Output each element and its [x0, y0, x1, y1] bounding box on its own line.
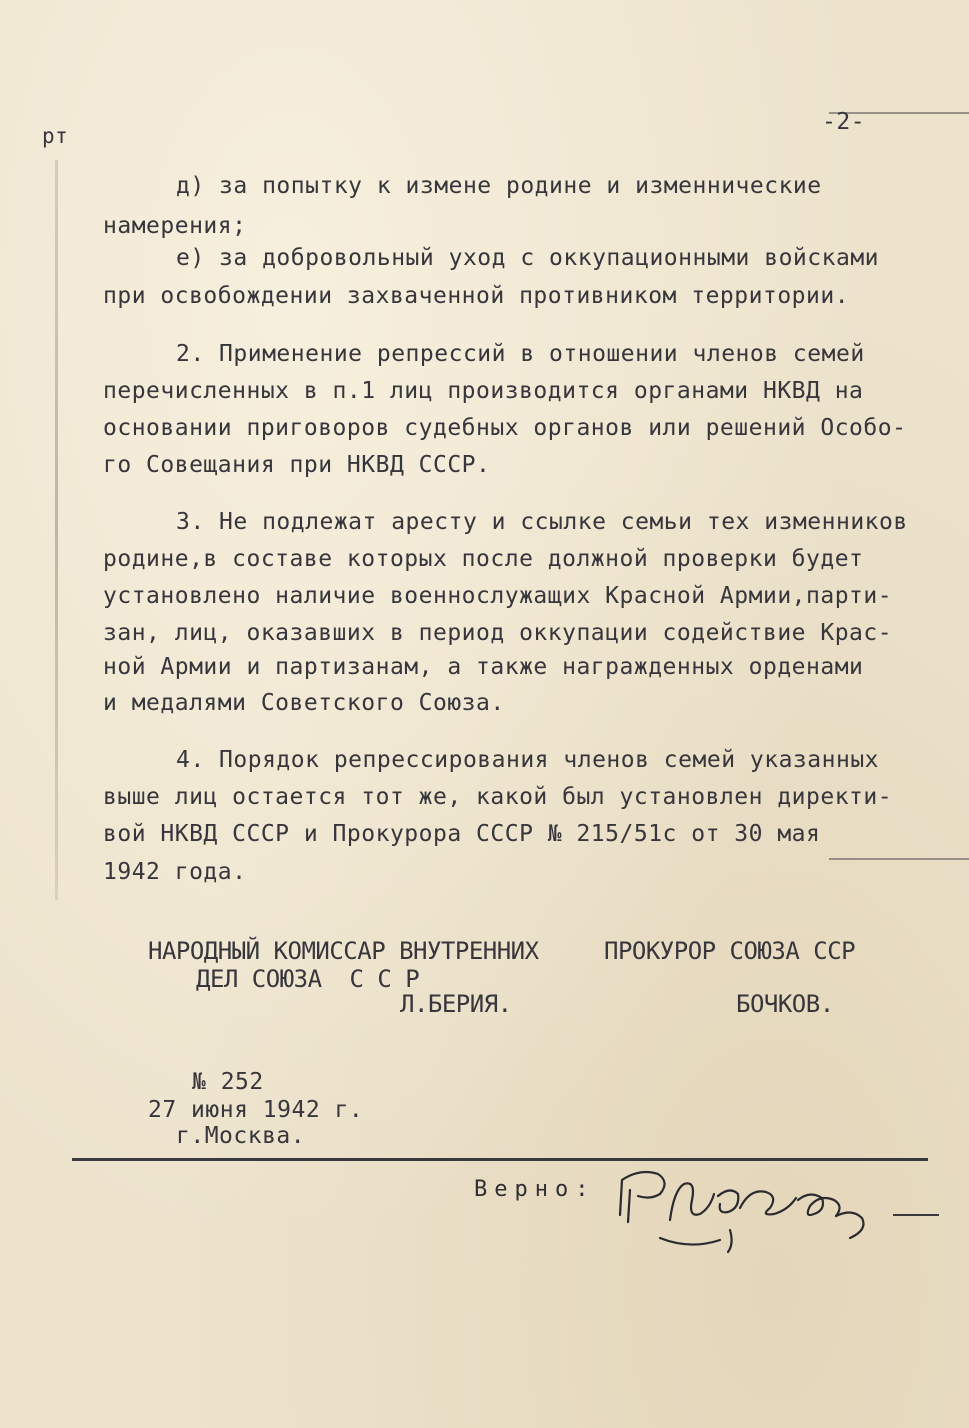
text-line: 3. Не подлежат аресту и ссылке семьи тех изменников	[176, 509, 908, 535]
left-signatory-name: Л.БЕРИЯ.	[400, 990, 512, 1018]
text-line: основании приговоров судебных органов или решений Особо-	[103, 415, 907, 441]
text-line: перечисленных в п.1 лиц производится органами НКВД на	[103, 378, 864, 404]
text-line: го Совещания при НКВД СССР.	[103, 452, 491, 478]
text-line: родине,в составе которых после должной проверки будет	[103, 546, 864, 572]
text-line: 2. Применение репрессий в отношении членов семей	[176, 341, 865, 367]
document-number: № 252	[192, 1069, 264, 1095]
document-date: 27 июня 1942 г.	[148, 1097, 364, 1123]
left-signatory-title: НАРОДНЫЙ КОМИССАР ВНУТРЕННИХ	[148, 937, 539, 965]
left-signatory-title-2: ДЕЛ СОЮЗА С С Р	[196, 965, 420, 993]
text-line: при освобождении захваченной противником территории.	[103, 283, 850, 309]
certification-label: Верно:	[474, 1177, 596, 1202]
document-place: г.Москва.	[176, 1123, 306, 1149]
text-line: вой НКВД СССР и Прокурора СССР № 215/51с от 30 мая	[103, 821, 821, 847]
text-line: установлено наличие военнослужащих Красной Армии,парти-	[103, 583, 893, 609]
text-line: е) за добровольный уход с оккупационными войсками	[176, 245, 880, 271]
corner-code: рт	[42, 124, 69, 148]
right-signatory-title: ПРОКУРОР СОЮЗА ССР	[604, 937, 856, 965]
handwritten-signature	[600, 1160, 890, 1260]
text-line: 4. Порядок репрессирования членов семей указанных	[176, 747, 880, 773]
text-line: и медалями Советского Союза.	[103, 690, 505, 716]
page-number: -2-	[822, 109, 866, 135]
text-line: д) за попытку к измене родине и изменнические	[176, 173, 822, 199]
text-line: 1942 года.	[103, 859, 247, 885]
text-line: выше лиц остается тот же, какой был установлен директи-	[103, 784, 893, 810]
text-line: зан, лиц, оказавших в период оккупации содействие Крас-	[103, 620, 893, 646]
signature-dash	[893, 1214, 939, 1216]
text-line: ной Армии и партизанам, а также награжденных орденами	[103, 654, 864, 680]
right-signatory-name: БОЧКОВ.	[736, 990, 834, 1018]
margin-fold-line	[55, 160, 58, 900]
edge-mark	[829, 858, 969, 860]
text-line: намерения;	[103, 213, 247, 239]
